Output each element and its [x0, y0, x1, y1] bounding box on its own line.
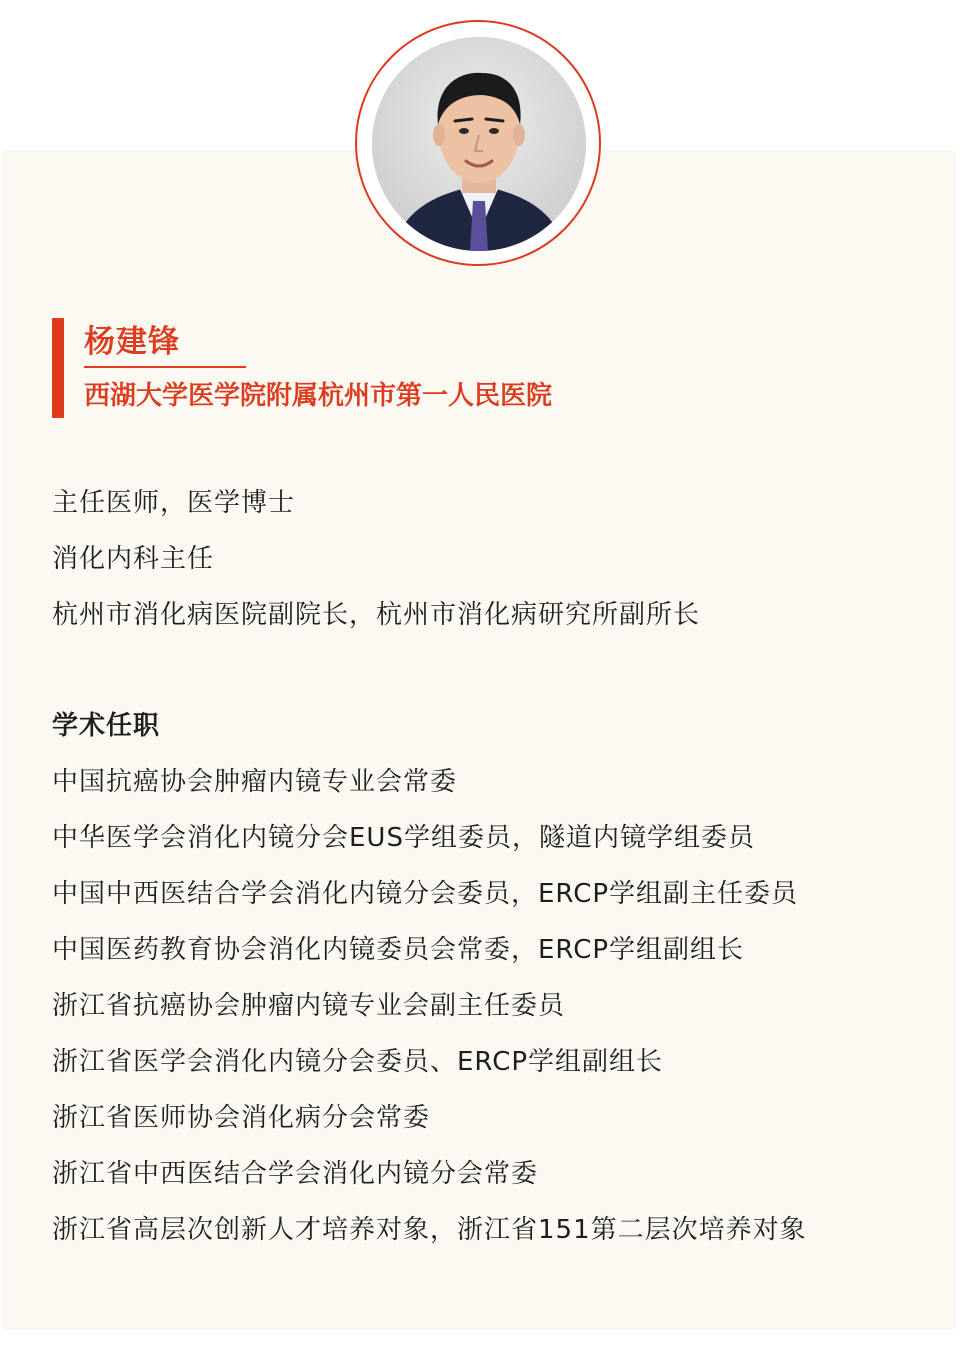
position-line: 浙江省医师协会消化病分会常委	[52, 1103, 431, 1133]
position-line: 浙江省高层次创新人才培养对象，浙江省151第二层次培养对象	[52, 1215, 807, 1245]
titles-list	[52, 483, 700, 651]
doctor-name: 杨建锋	[84, 324, 180, 360]
title-line: 杭州市消化病医院副院长，杭州市消化病研究所副所长	[52, 600, 701, 630]
position-line: 中国抗癌协会肿瘤内镜专业会常委	[52, 767, 458, 797]
name-underline	[84, 366, 246, 368]
position-line: 中华医学会消化内镜分会EUS学组委员，隧道内镜学组委员	[52, 823, 755, 853]
academic-heading: 学术任职	[52, 711, 161, 741]
doctor-portrait-icon	[372, 37, 586, 251]
title-line: 主任医师，医学博士	[52, 488, 296, 518]
name-block	[52, 318, 752, 418]
position-line: 中国中西医结合学会消化内镜分会委员，ERCP学组副主任委员	[52, 879, 799, 909]
position-line: 浙江省抗癌协会肿瘤内镜专业会副主任委员	[52, 991, 566, 1021]
academic-positions-list	[52, 762, 807, 1266]
position-line: 中国医药教育协会消化内镜委员会常委，ERCP学组副组长	[52, 935, 745, 965]
position-line: 浙江省中西医结合学会消化内镜分会常委	[52, 1159, 539, 1189]
avatar	[372, 37, 586, 251]
hospital-name: 西湖大学医学院附属杭州市第一人民医院	[84, 381, 553, 411]
position-line: 浙江省医学会消化内镜分会委员、ERCP学组副组长	[52, 1047, 664, 1077]
accent-bar	[52, 318, 64, 418]
title-line: 消化内科主任	[52, 544, 215, 574]
